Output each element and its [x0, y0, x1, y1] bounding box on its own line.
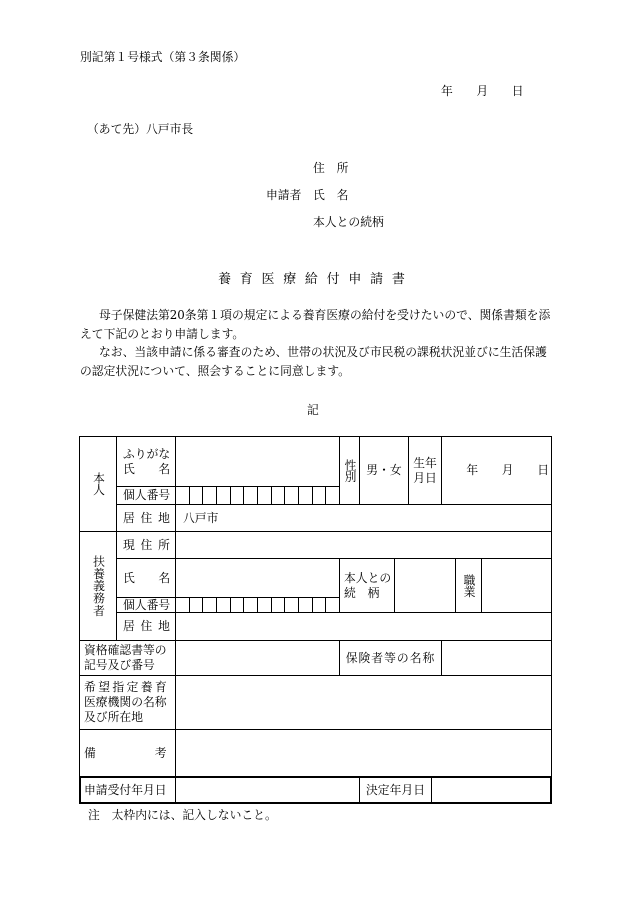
institution-field[interactable]: [175, 675, 552, 730]
insurance-number-field[interactable]: [175, 640, 340, 676]
number-digit-box[interactable]: [202, 598, 216, 612]
guardian-section-label: 扶養義務者: [91, 555, 106, 617]
number-digit-box[interactable]: [230, 598, 244, 612]
number-digit-box[interactable]: [176, 598, 189, 612]
subject-residence-label-cell: [116, 504, 176, 532]
guardian-name-field[interactable]: [175, 558, 340, 598]
number-digit-box[interactable]: [271, 487, 285, 504]
institution-label-line3: 及び所在地: [84, 710, 143, 724]
subject-section-cell: [79, 436, 117, 532]
birth-date-units: 年 月 日: [466, 463, 549, 477]
institution-label-line1: 希望指定養育: [84, 680, 170, 694]
subject-sex-field[interactable]: [359, 436, 409, 505]
subject-name-label-cell: [116, 436, 176, 487]
guardian-relation-field[interactable]: [394, 558, 456, 613]
number-digit-box[interactable]: [243, 598, 257, 612]
guardian-individual-number-field: [175, 597, 340, 613]
guardian-occupation-label: 職業: [462, 573, 476, 598]
guardian-occupation-field[interactable]: [481, 558, 552, 613]
footnote: 注 太枠内には、記入しないこと。: [88, 808, 277, 822]
addressee: （あて先）八戸市長: [87, 122, 194, 136]
decision-date-label: 決定年月日: [366, 782, 425, 797]
subject-birth-label-cell: [408, 436, 442, 505]
institution-label-cell: [79, 675, 176, 730]
ki-heading: 記: [307, 403, 319, 417]
subject-individual-number-field: [175, 486, 340, 505]
insurance-label-line2: 記号及び番号: [84, 658, 155, 672]
form-title: 養 育 医 療 給 付 申 請 書: [218, 272, 408, 287]
guardian-relation-label-cell: [339, 558, 395, 613]
insurer-label-cell: [339, 640, 442, 676]
institution-label-line2: 医療機関の名称: [84, 695, 167, 709]
subject-birth-date-field[interactable]: [441, 436, 552, 505]
furigana-label: ふりがな: [123, 446, 171, 461]
application-table: [79, 436, 552, 804]
number-digit-box[interactable]: [216, 598, 230, 612]
guardian-occupation-label-cell: [455, 558, 482, 613]
number-digit-box[interactable]: [298, 487, 312, 504]
number-digit-box[interactable]: [312, 598, 326, 612]
number-digit-box[interactable]: [189, 598, 203, 612]
receipt-date-label: 申請受付年月日: [84, 782, 167, 797]
number-digit-box[interactable]: [312, 487, 326, 504]
number-digit-box[interactable]: [202, 487, 216, 504]
applicant-relationship-label: 本人との続柄: [313, 215, 384, 229]
subject-sex-label-cell: [339, 436, 360, 505]
number-digit-box[interactable]: [284, 487, 298, 504]
number-digit-box[interactable]: [257, 487, 271, 504]
body-line: 母子保健法第20条第１項の規定による養育医療の給付を受けたいので、関係書類を添: [99, 308, 551, 322]
applicant-address-label: 住 所: [313, 161, 349, 175]
guardian-individual-number-label: 個人番号: [123, 597, 171, 612]
subject-residence-label: 居 住 地: [123, 510, 171, 525]
number-digit-box[interactable]: [230, 487, 244, 504]
birth-label-line1: 生年: [413, 455, 437, 470]
remarks-label-cell: [79, 729, 176, 777]
subject-number-label-cell: [116, 486, 176, 505]
insurer-name-field[interactable]: [441, 640, 552, 676]
receipt-date-field: [175, 776, 360, 804]
applicant-name-label: 氏 名: [313, 188, 349, 202]
guardian-residence-label-cell: [116, 612, 176, 641]
guardian-address-field[interactable]: [175, 531, 552, 559]
applicant-role-label: 申請者: [266, 188, 302, 202]
guardian-number-label-cell: [116, 597, 176, 613]
receipt-date-label-cell: [79, 776, 176, 804]
subject-residence-field[interactable]: [175, 504, 552, 532]
guardian-address-label: 現 住 所: [123, 537, 171, 552]
number-digit-box[interactable]: [325, 487, 339, 504]
guardian-address-label-cell: [116, 531, 176, 559]
submission-date: 年 月 日: [441, 84, 524, 98]
number-digit-box[interactable]: [243, 487, 257, 504]
birth-label-line2: 月日: [413, 470, 437, 485]
number-digit-box[interactable]: [271, 598, 285, 612]
relation-label-line2: 続 柄: [344, 585, 380, 600]
number-digit-box[interactable]: [325, 598, 339, 612]
guardian-name-label: 氏 名: [123, 570, 171, 585]
body-line: えて下記のとおり申請します。: [80, 327, 245, 341]
insurer-label: 保険者等の名称: [345, 650, 436, 665]
sex-options[interactable]: 男・女: [366, 463, 402, 477]
guardian-section-cell: [79, 531, 117, 641]
guardian-name-label-cell: [116, 558, 176, 598]
body-line: なお、当該申請に係る審査のため、世帯の状況及び市民税の課税状況並びに生活保護: [99, 345, 547, 359]
body-line: の認定状況について、照会することに同意します。: [80, 364, 350, 378]
number-digit-box[interactable]: [284, 598, 298, 612]
subject-name-label: 氏 名: [123, 461, 171, 476]
remarks-label: 備 考: [84, 745, 167, 760]
subject-sex-label: 性別: [343, 458, 357, 483]
number-digit-box[interactable]: [176, 487, 189, 504]
subject-name-field[interactable]: [175, 436, 340, 487]
guardian-residence-label: 居 住 地: [123, 619, 171, 633]
guardian-residence-field[interactable]: [175, 612, 552, 641]
number-digit-box[interactable]: [298, 598, 312, 612]
insurance-label-line1: 資格確認書等の: [84, 643, 167, 657]
number-digit-box[interactable]: [189, 487, 203, 504]
remarks-field[interactable]: [175, 729, 552, 777]
form-number: 別記第１号様式（第３条関係）: [80, 50, 246, 64]
subject-section-label: 本人: [91, 472, 106, 496]
decision-date-field: [431, 776, 552, 804]
insurance-label-cell: [79, 640, 176, 676]
subject-individual-number-label: 個人番号: [123, 488, 171, 502]
number-digit-box[interactable]: [257, 598, 271, 612]
number-digit-box[interactable]: [216, 487, 230, 504]
relation-label-line1: 本人との: [344, 570, 392, 585]
decision-date-label-cell: [359, 776, 432, 804]
subject-residence-value: 八戸市: [183, 510, 219, 525]
